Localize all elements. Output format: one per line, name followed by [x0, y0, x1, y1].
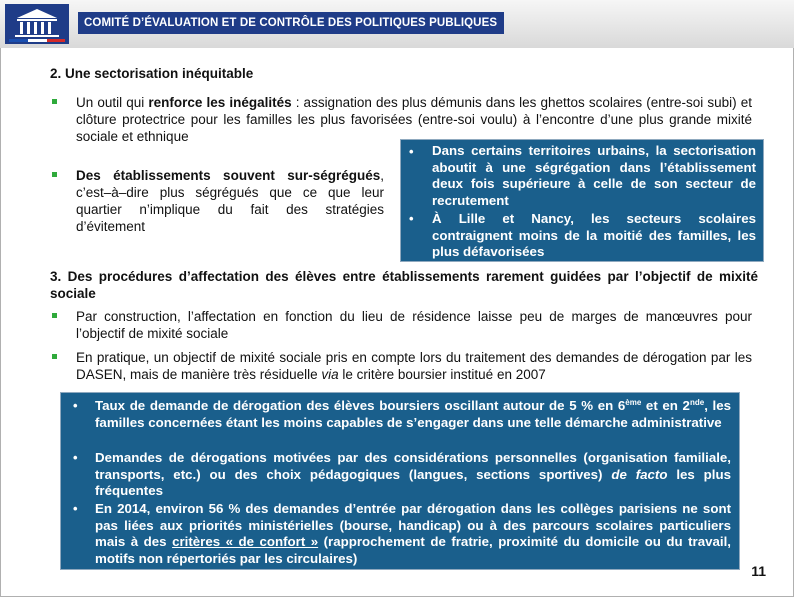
bullet-dot-icon: • [73, 450, 78, 465]
bullet-dot-icon: • [73, 501, 78, 516]
section3-bullet1: Par construction, l’affectation en fonction du lieu de résidence laisse peu de marges de manœuvres pour l’objectif de mixité sociale [76, 309, 752, 341]
section2-heading: 2. Une sectorisation inéquitable [50, 66, 254, 81]
bullet-dot-icon: • [409, 144, 414, 159]
callout-item: Demandes de dérogations motivées par des considérations personnelles (organisation familiale, transports, etc.) ou des choix pédagogiques (langues, sections sportives) de facto les plus fréquentes [95, 450, 731, 498]
callout-item: Taux de demande de dérogation des élèves boursiers oscillant autour de 5 % en 6ème et en 2nde, les familles concernées étant les moins capables de s’engager dans une telle démarche administrative [95, 398, 732, 430]
assemblee-nationale-logo [5, 4, 69, 44]
bullet-square-icon [52, 313, 57, 318]
bullet-dot-icon: • [409, 211, 414, 226]
section3-callout-box [60, 392, 740, 570]
section3-bullet2: En pratique, un objectif de mixité sociale pris en compte lors du traitement des demandes de dérogation par les DASEN, mais de manière très résiduelle via le critère boursier institué en 2007 [76, 350, 752, 382]
callout-item: À Lille et Nancy, les secteurs scolaires contraignent moins de la moitié des familles, les plus défavorisées [432, 211, 756, 259]
callout-item: En 2014, environ 56 % des demandes d’entrée par dérogation dans les collèges parisiens ne sont pas liées aux priorités ministérielles (bourse, handicap) ou à des parcours scolaires particuliers mais à des critères « de confort » (rapprochement de fratrie, proximité du domicile ou du travail, motifs non répertoriés par les circulaires) [95, 501, 731, 566]
section2-bullet2: Des établissements souvent sur-ségrégués, c’est–à–dire plus ségrégués que ce que leur quartier n’implique du fait des stratégies d’évitement [76, 168, 384, 234]
section2-bullet1: Un outil qui renforce les inégalités : assignation des plus démunis dans les ghettos scolaires (entre-soi subi) et clôture protectrice pour les familles les plus favorisées (entre-soi voulu) à l’encontre d’une plus grande mixité sociale et ethnique [76, 95, 753, 144]
slide-header [0, 0, 794, 48]
bullet-square-icon [52, 172, 57, 177]
page-number: 11 [751, 563, 766, 579]
bullet-square-icon [52, 354, 57, 359]
section3-heading: 3. Des procédures d’affectation des élèves entre établissements rarement guidées par l’objectif de mixité sociale [50, 269, 758, 301]
section2-callout-box [400, 139, 764, 262]
header-title: COMITÉ D’ÉVALUATION ET DE CONTRÔLE DES POLITIQUES PUBLIQUES [78, 12, 504, 34]
callout-item: Dans certains territoires urbains, la sectorisation aboutit à une ségrégation dans l’établissement deux fois supérieure à celle de son secteur de recrutement [432, 143, 756, 208]
bullet-dot-icon: • [73, 398, 78, 413]
bullet-square-icon [52, 99, 57, 104]
